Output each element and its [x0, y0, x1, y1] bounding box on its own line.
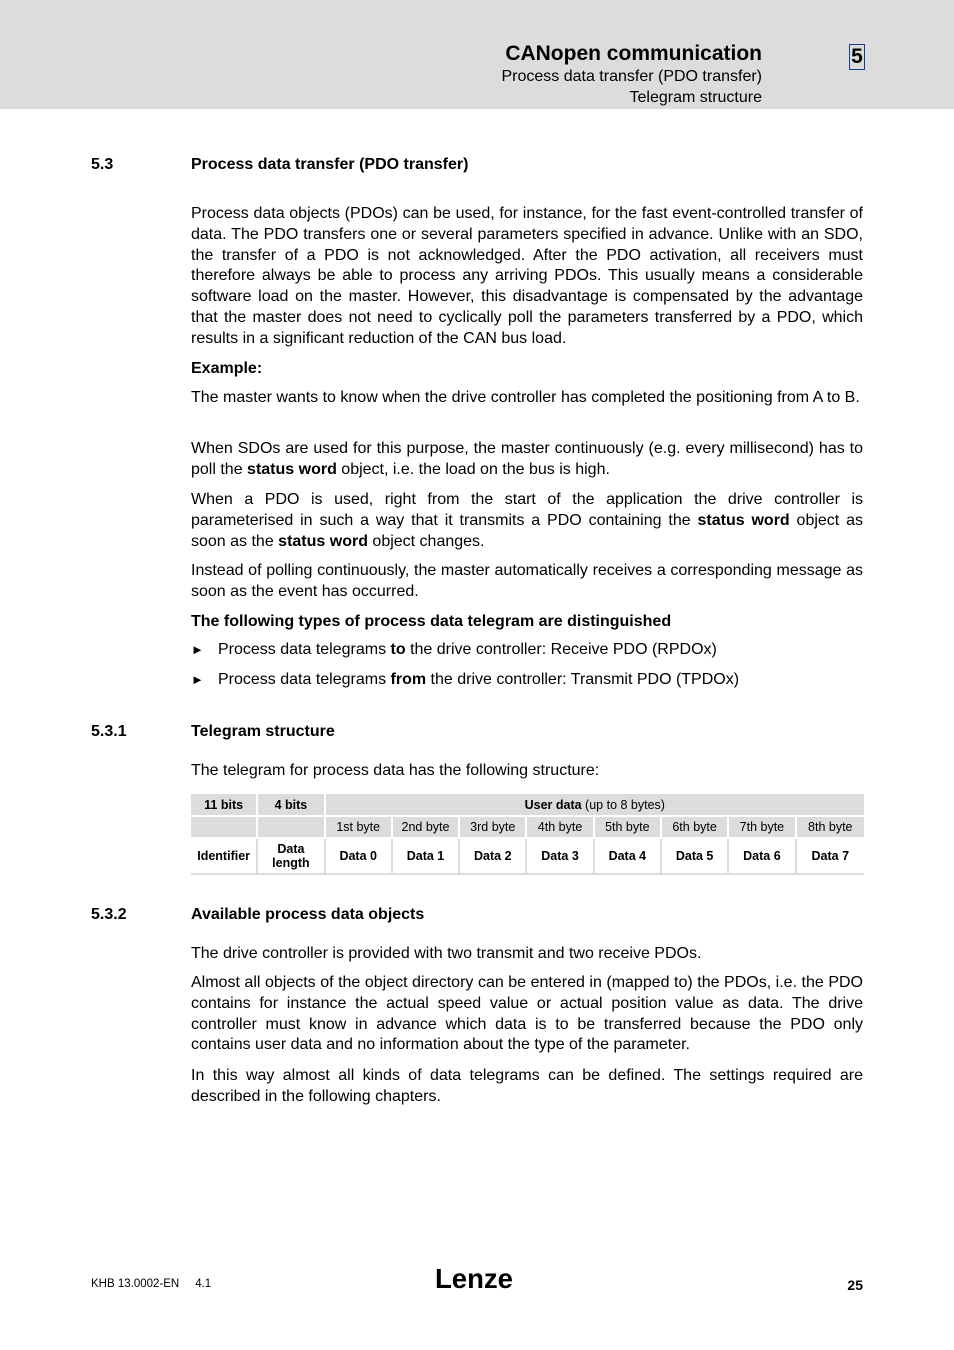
- table-cell: 7th byte: [729, 817, 796, 839]
- list-item: ► Process data telegrams from the drive controller: Transmit PDO (TPDOx): [191, 671, 740, 688]
- table-cell: Data 6: [729, 839, 796, 875]
- telegram-structure-table: [191, 794, 864, 875]
- section-number: 5.3: [91, 156, 114, 173]
- lenze-logo: [435, 1262, 515, 1297]
- settings-paragraph: In this way almost all kinds of data telegrams can be defined. The settings required are described in the following chapters.: [191, 1067, 863, 1105]
- header-cell: 11 bits: [191, 794, 258, 817]
- table-cell: Data 7: [797, 839, 864, 875]
- table-cell: Data 3: [527, 839, 594, 875]
- header-subtitle-2: Telegram structure: [629, 89, 762, 106]
- table-cell: Data 4: [595, 839, 662, 875]
- example-paragraph: The master wants to know when the drive controller has completed the positioning from A to B.: [191, 389, 860, 406]
- svg-text:Lenze: Lenze: [435, 1263, 513, 1292]
- table-cell: [258, 817, 325, 839]
- list-item: ► Process data telegrams to the drive controller: Receive PDO (RPDOx): [191, 641, 717, 658]
- table-cell: Data 1: [393, 839, 460, 875]
- table-cell: Identifier: [191, 839, 258, 875]
- header-cell: 4 bits: [258, 794, 325, 817]
- example-label: Example:: [191, 360, 263, 377]
- header-title: CANopen communication: [505, 42, 762, 65]
- pdo-count-paragraph: The drive controller is provided with two transmit and two receive PDOs.: [191, 945, 702, 962]
- footer-document-id: KHB 13.0002-EN 4.1: [91, 1278, 212, 1290]
- header-subtitle: Process data transfer (PDO transfer): [501, 68, 762, 85]
- section-title: Telegram structure: [191, 723, 335, 740]
- section-title: Available process data objects: [191, 906, 425, 923]
- mapping-paragraph: Almost all objects of the object directory can be entered in (mapped to) the PDOs, i.e. the PDO contains for instance the actual speed value or actual position value as data. The drive controller must know in advance which data is to be transferred because the PDO only contains user data and no information about the type of the parameter.: [191, 974, 863, 1054]
- page-number: 25: [847, 1277, 863, 1293]
- table-cell: Data length: [258, 839, 325, 875]
- table-row: [191, 839, 864, 875]
- table-cell: 3rd byte: [460, 817, 527, 839]
- table-cell: Data 2: [460, 839, 527, 875]
- chapter-number: 5: [849, 44, 865, 70]
- table-cell: 2nd byte: [393, 817, 460, 839]
- table-row: [191, 817, 864, 839]
- table-cell: Data 0: [326, 839, 393, 875]
- table-cell: 4th byte: [527, 817, 594, 839]
- table-cell: 6th byte: [662, 817, 729, 839]
- table-cell: 1st byte: [326, 817, 393, 839]
- sdo-paragraph: When SDOs are used for this purpose, the master continuously (e.g. every millisecond) has to poll the status word object, i.e. the load on the bus is high.: [191, 440, 863, 478]
- page-header: [0, 0, 954, 109]
- table-header-row: [191, 794, 864, 817]
- types-heading: The following types of process data telegram are distinguished: [191, 613, 672, 630]
- table-cell: [191, 817, 258, 839]
- telegram-intro: The telegram for process data has the following structure:: [191, 762, 600, 779]
- header-cell: User data (up to 8 bytes): [326, 794, 864, 817]
- section-number: 5.3.2: [91, 906, 127, 923]
- bullet-arrow-icon: ►: [191, 642, 204, 657]
- table-cell: 8th byte: [797, 817, 864, 839]
- bullet-arrow-icon: ►: [191, 672, 204, 687]
- intro-paragraph: Process data objects (PDOs) can be used, for instance, for the fast event-controlled transfer of data. The PDO transfers one or several parameters specified in advance. Unlike with an SDO, the transfer of a PDO is not acknowledged. After the PDO activation, all receivers must therefore always be able to process any arriving PDOs. This usually means a considerable software load on the master. However, this disadvantage is compensated by the advantage that the master does not need to cyclically poll the parameters transferred by a PDO, which results in a significant reduction of the CAN bus load.: [191, 205, 863, 347]
- section-number: 5.3.1: [91, 723, 127, 740]
- table-cell: 5th byte: [595, 817, 662, 839]
- table-cell: Data 5: [662, 839, 729, 875]
- pdo-paragraph: When a PDO is used, right from the start of the application the drive controller is parameterised in such a way that it transmits a PDO containing the status word object as soon as the status word object changes.: [191, 491, 864, 550]
- section-title: Process data transfer (PDO transfer): [191, 156, 469, 173]
- polling-paragraph: Instead of polling continuously, the master automatically receives a corresponding message as soon as the event has occurred.: [191, 562, 863, 600]
